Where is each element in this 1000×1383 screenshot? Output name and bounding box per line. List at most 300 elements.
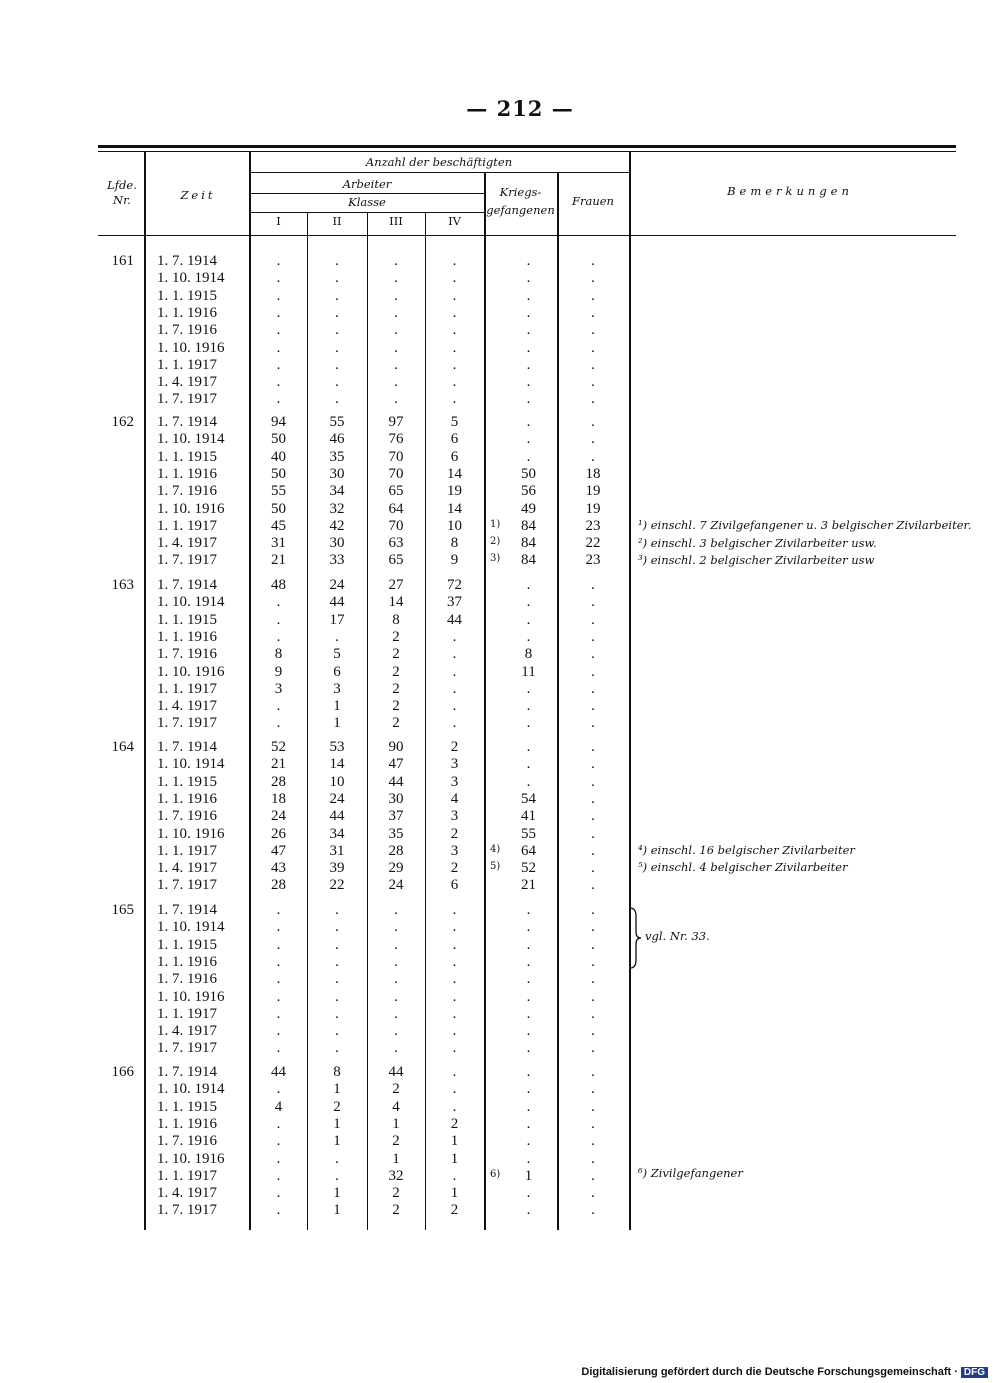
value-cell-c4: . — [452, 304, 457, 321]
value-cell-c4: 14 — [447, 500, 462, 517]
lfd-nr-161: 161 — [111, 253, 134, 269]
value-cell-c2: 22 — [329, 877, 345, 894]
value-cell-c2: 14 — [329, 756, 345, 773]
note-3: ³) einschl. 2 belgischer Zivilarbeiter usw — [638, 553, 875, 567]
value-cell-c1: 43 — [271, 860, 286, 877]
header-class-4: IV — [448, 214, 461, 228]
value-cell-k: . — [526, 1005, 531, 1022]
date-cell: 1. 1. 1917 — [157, 356, 217, 373]
value-cell-c4: 2 — [450, 1115, 459, 1132]
value-cell-c4: . — [452, 680, 457, 697]
date-cell: 1. 1. 1916 — [157, 304, 217, 321]
value-cell-k: . — [526, 1202, 531, 1219]
footer-credit — [581, 1366, 988, 1378]
value-cell-c4: 6 — [450, 431, 459, 448]
value-cell-c2: . — [335, 1023, 339, 1040]
value-cell-c1: 50 — [271, 465, 286, 482]
date-cell: 1. 4. 1917 — [157, 1185, 217, 1202]
value-cell-c3: 30 — [388, 790, 404, 807]
value-cell-c2: 1 — [333, 1133, 341, 1150]
footnote-marker: 4) — [490, 843, 501, 855]
value-cell-c3: 2 — [392, 698, 400, 715]
value-cell-c2: 24 — [329, 790, 345, 807]
value-cell-c3: 2 — [392, 646, 400, 663]
value-cell-c3: 63 — [388, 535, 404, 552]
value-cell-c2: 5 — [333, 646, 341, 663]
value-cell-k: 55 — [521, 825, 536, 842]
value-cell-k: 54 — [521, 790, 536, 807]
value-cell-k: . — [526, 594, 531, 611]
value-cell-f: . — [591, 270, 595, 287]
value-cell-k: 64 — [521, 842, 536, 859]
lfd-nr-165: 165 — [111, 902, 134, 918]
date-cell: 1. 10. 1914 — [157, 756, 225, 773]
header-class-3: III — [389, 214, 403, 228]
value-cell-f: . — [591, 860, 595, 877]
value-cell-c3: 70 — [388, 465, 404, 482]
value-cell-k: 8 — [524, 646, 533, 663]
value-cell-f: 19 — [585, 483, 601, 500]
date-cell: 1. 1. 1917 — [157, 680, 217, 697]
col-line-nr — [144, 152, 146, 1230]
value-cell-c1: 18 — [271, 790, 286, 807]
value-cell-f: . — [591, 391, 595, 408]
header-gefangenen: gefangenen — [486, 203, 555, 217]
value-cell-f: . — [591, 1023, 595, 1040]
value-cell-c1: . — [276, 902, 281, 918]
value-cell-c4: . — [452, 953, 457, 970]
value-cell-c4: 19 — [447, 483, 462, 500]
date-cell: 1. 7. 1914 — [157, 739, 217, 755]
value-cell-k: 50 — [521, 465, 536, 482]
note-1: ¹) einschl. 7 Zivilgefangener u. 3 belgischer Zivilarbeiter. — [638, 518, 972, 532]
value-cell-c3: 27 — [388, 577, 404, 593]
value-cell-c3: 35 — [388, 825, 404, 842]
value-cell-c1: . — [276, 287, 281, 304]
value-cell-f: . — [591, 356, 595, 373]
header-nr: Nr. — [113, 193, 131, 207]
value-cell-c4: 9 — [450, 552, 459, 569]
value-cell-c2: 44 — [329, 594, 345, 611]
value-cell-c2: 3 — [333, 680, 341, 697]
value-cell-f: . — [591, 808, 595, 825]
value-cell-k: 1 — [524, 1167, 533, 1184]
date-cell: 1. 7. 1916 — [157, 483, 217, 500]
value-cell-c1: . — [276, 1023, 281, 1040]
value-cell-f: . — [591, 988, 595, 1005]
value-cell-c2: . — [335, 374, 339, 391]
value-cell-c1: . — [276, 611, 281, 628]
value-cell-c1: . — [276, 953, 281, 970]
value-cell-c1: 21 — [271, 552, 286, 569]
date-cell: 1. 1. 1915 — [157, 773, 217, 790]
col-line-arbeiter — [484, 172, 486, 1230]
value-cell-c1: . — [276, 339, 281, 356]
value-cell-c4: . — [452, 1167, 457, 1184]
date-cell: 1. 7. 1914 — [157, 577, 217, 593]
date-cell: 1. 7. 1917 — [157, 1202, 217, 1219]
value-cell-c2: 55 — [329, 414, 345, 430]
value-cell-k: 41 — [521, 808, 536, 825]
value-cell-c4: 1 — [450, 1150, 459, 1167]
value-cell-f: . — [591, 1167, 595, 1184]
value-cell-f: . — [591, 1185, 595, 1202]
value-cell-c2: 1 — [333, 1202, 341, 1219]
value-cell-c1: 94 — [271, 414, 286, 430]
value-cell-c4: 2 — [450, 739, 459, 755]
value-cell-k: . — [526, 739, 531, 755]
value-cell-k: . — [526, 611, 531, 628]
value-cell-c4: . — [452, 698, 457, 715]
value-cell-c3: 70 — [388, 448, 404, 465]
value-cell-f: . — [591, 953, 595, 970]
date-cell: 1. 1. 1917 — [157, 517, 217, 534]
date-cell: 1. 7. 1916 — [157, 646, 217, 663]
value-cell-c3: . — [394, 902, 398, 918]
date-cell: 1. 7. 1916 — [157, 322, 217, 339]
date-cell: 1. 10. 1916 — [157, 339, 225, 356]
value-cell-c4: 3 — [450, 842, 459, 859]
value-cell-c4: . — [452, 270, 457, 287]
value-cell-c3: . — [394, 953, 398, 970]
value-cell-c2: 33 — [329, 552, 345, 569]
value-cell-k: . — [526, 919, 531, 936]
brace-165 — [628, 906, 642, 970]
value-cell-c4: . — [452, 253, 457, 269]
value-cell-c3: 2 — [392, 628, 400, 645]
value-cell-f: . — [591, 773, 595, 790]
value-cell-c4: . — [452, 902, 457, 918]
value-cell-c1: . — [276, 304, 281, 321]
value-cell-c4: . — [452, 919, 457, 936]
value-cell-c4: 2 — [450, 1202, 459, 1219]
value-cell-f: . — [591, 739, 595, 755]
value-cell-f: . — [591, 1098, 595, 1115]
value-cell-c1: . — [276, 628, 281, 645]
lfd-nr-162: 162 — [111, 414, 134, 430]
value-cell-c4: . — [452, 663, 457, 680]
value-cell-f: . — [591, 448, 595, 465]
value-cell-f: 22 — [585, 535, 601, 552]
date-cell: 1. 4. 1917 — [157, 374, 217, 391]
value-cell-k: . — [526, 715, 531, 732]
value-cell-c4: 2 — [450, 860, 459, 877]
value-cell-c2: . — [335, 322, 339, 339]
date-cell: 1. 7. 1917 — [157, 552, 217, 569]
value-cell-c1: . — [276, 936, 281, 953]
note-5: ⁵) einschl. 4 belgischer Zivilarbeiter — [638, 860, 848, 874]
value-cell-f: . — [591, 756, 595, 773]
value-cell-c3: 65 — [388, 483, 404, 500]
value-cell-c2: 1 — [333, 715, 341, 732]
value-cell-c4: . — [452, 971, 457, 988]
value-cell-k: 11 — [521, 663, 536, 680]
value-cell-c2: . — [335, 1040, 339, 1057]
value-cell-c3: 32 — [388, 1167, 404, 1184]
value-cell-c3: . — [394, 988, 398, 1005]
value-cell-c3: . — [394, 322, 398, 339]
note-4: ⁴) einschl. 16 belgischer Zivilarbeiter — [638, 843, 855, 857]
value-cell-f: . — [591, 1081, 595, 1098]
value-cell-c1: 44 — [271, 1064, 286, 1080]
value-cell-c3: 4 — [392, 1098, 400, 1115]
value-cell-c1: 52 — [271, 739, 286, 755]
header-zeit: Zeit — [180, 188, 216, 202]
value-cell-c4: . — [452, 715, 457, 732]
value-cell-c4: . — [452, 391, 457, 408]
value-cell-k: 49 — [521, 500, 536, 517]
value-cell-f: . — [591, 1115, 595, 1132]
value-cell-f: 18 — [585, 465, 601, 482]
value-cell-c1: 28 — [271, 773, 286, 790]
value-cell-k: . — [526, 902, 531, 918]
value-cell-f: . — [591, 431, 595, 448]
date-cell: 1. 4. 1917 — [157, 860, 217, 877]
value-cell-f: . — [591, 594, 595, 611]
header-bemerkungen: Bemerkungen — [727, 184, 853, 198]
value-cell-c1: 26 — [271, 825, 286, 842]
value-cell-k: 84 — [521, 517, 536, 534]
value-cell-f: . — [591, 1005, 595, 1022]
value-cell-c2: 1 — [333, 698, 341, 715]
value-cell-c3: 29 — [388, 860, 404, 877]
value-cell-c3: . — [394, 919, 398, 936]
value-cell-c1: . — [276, 253, 281, 269]
value-cell-f: 23 — [585, 517, 601, 534]
value-cell-c1: 50 — [271, 500, 286, 517]
value-cell-f: . — [591, 1040, 595, 1057]
header-frauen: Frauen — [572, 194, 614, 208]
date-cell: 1. 1. 1917 — [157, 1005, 217, 1022]
value-cell-c1: . — [276, 391, 281, 408]
date-cell: 1. 10. 1914 — [157, 270, 225, 287]
value-cell-c3: 2 — [392, 663, 400, 680]
value-cell-c2: 1 — [333, 1115, 341, 1132]
value-cell-c4: 1 — [450, 1185, 459, 1202]
value-cell-f: . — [591, 339, 595, 356]
value-cell-c1: . — [276, 715, 281, 732]
date-cell: 1. 7. 1914 — [157, 1064, 217, 1080]
date-cell: 1. 7. 1917 — [157, 715, 217, 732]
value-cell-c2: . — [335, 287, 339, 304]
value-cell-k: . — [526, 1064, 531, 1080]
value-cell-c2: 34 — [329, 483, 345, 500]
value-cell-c3: . — [394, 287, 398, 304]
value-cell-f: . — [591, 698, 595, 715]
value-cell-c3: 2 — [392, 1133, 400, 1150]
value-cell-c1: 50 — [271, 431, 286, 448]
date-cell: 1. 10. 1914 — [157, 919, 225, 936]
value-cell-c4: . — [452, 1081, 457, 1098]
value-cell-k: . — [526, 971, 531, 988]
value-cell-f: . — [591, 304, 595, 321]
value-cell-f: . — [591, 842, 595, 859]
value-cell-c3: 28 — [388, 842, 404, 859]
value-cell-c3: . — [394, 304, 398, 321]
value-cell-c2: 39 — [329, 860, 345, 877]
value-cell-c2: . — [335, 988, 339, 1005]
value-cell-c2: . — [335, 628, 339, 645]
value-cell-c1: . — [276, 374, 281, 391]
value-cell-f: . — [591, 374, 595, 391]
value-cell-c1: 21 — [271, 756, 286, 773]
value-cell-c3: 2 — [392, 715, 400, 732]
value-cell-c1: . — [276, 1150, 281, 1167]
value-cell-c2: . — [335, 1167, 339, 1184]
value-cell-k: . — [526, 936, 531, 953]
value-cell-k: . — [526, 374, 531, 391]
value-cell-c1: 45 — [271, 517, 286, 534]
value-cell-c4: . — [452, 628, 457, 645]
value-cell-c1: . — [276, 1081, 281, 1098]
value-cell-f: . — [591, 646, 595, 663]
value-cell-f: 23 — [585, 552, 601, 569]
date-cell: 1. 4. 1917 — [157, 535, 217, 552]
value-cell-c3: 90 — [388, 739, 404, 755]
rule-under-anzahl — [250, 172, 629, 173]
date-cell: 1. 7. 1917 — [157, 877, 217, 894]
value-cell-c4: . — [452, 936, 457, 953]
value-cell-k: . — [526, 577, 531, 593]
value-cell-f: . — [591, 919, 595, 936]
value-cell-k: . — [526, 698, 531, 715]
note-2: ²) einschl. 3 belgischer Zivilarbeiter usw. — [638, 536, 877, 550]
value-cell-c1: . — [276, 1202, 281, 1219]
date-cell: 1. 1. 1916 — [157, 628, 217, 645]
value-cell-k: . — [526, 953, 531, 970]
value-cell-c4: . — [452, 374, 457, 391]
lfd-nr-166: 166 — [111, 1064, 134, 1080]
value-cell-c4: 8 — [450, 535, 459, 552]
value-cell-c1: 3 — [274, 680, 283, 697]
value-cell-c4: . — [452, 339, 457, 356]
value-cell-f: . — [591, 877, 595, 894]
value-cell-c4: 72 — [447, 577, 462, 593]
date-cell: 1. 1. 1916 — [157, 953, 217, 970]
footnote-marker: 1) — [490, 518, 501, 530]
date-cell: 1. 10. 1916 — [157, 988, 225, 1005]
lfd-nr-163: 163 — [111, 577, 134, 593]
value-cell-c2: . — [335, 1005, 339, 1022]
value-cell-c3: . — [394, 339, 398, 356]
date-cell: 1. 4. 1917 — [157, 698, 217, 715]
note-165: vgl. Nr. 33. — [645, 929, 710, 943]
value-cell-c4: . — [452, 646, 457, 663]
date-cell: 1. 1. 1917 — [157, 842, 217, 859]
value-cell-f: . — [591, 790, 595, 807]
value-cell-c1: 28 — [271, 877, 286, 894]
value-cell-c3: 44 — [388, 773, 404, 790]
date-cell: 1. 7. 1917 — [157, 391, 217, 408]
col-line-frauen — [629, 152, 631, 1230]
value-cell-c2: . — [335, 304, 339, 321]
value-cell-c1: 40 — [271, 448, 286, 465]
value-cell-c2: . — [335, 902, 339, 918]
date-cell: 1. 1. 1916 — [157, 1115, 217, 1132]
top-rule-thick — [98, 145, 956, 148]
value-cell-c1: 55 — [271, 483, 286, 500]
value-cell-c2: 44 — [329, 808, 345, 825]
value-cell-c2: 6 — [333, 663, 341, 680]
value-cell-c4: . — [452, 287, 457, 304]
date-cell: 1. 1. 1915 — [157, 287, 217, 304]
value-cell-k: . — [526, 253, 531, 269]
value-cell-c2: 1 — [333, 1081, 341, 1098]
footnote-marker: 3) — [490, 553, 501, 565]
value-cell-k: . — [526, 1133, 531, 1150]
value-cell-k: . — [526, 1150, 531, 1167]
value-cell-c3: . — [394, 971, 398, 988]
value-cell-c4: 1 — [450, 1133, 459, 1150]
value-cell-c2: . — [335, 936, 339, 953]
value-cell-c2: 2 — [333, 1098, 341, 1115]
value-cell-f: . — [591, 628, 595, 645]
value-cell-c2: . — [335, 919, 339, 936]
value-cell-c3: 64 — [388, 500, 404, 517]
value-cell-c4: . — [452, 1098, 457, 1115]
value-cell-c3: 1 — [392, 1115, 400, 1132]
value-cell-c2: 17 — [329, 611, 345, 628]
value-cell-k: 21 — [521, 877, 536, 894]
value-cell-c3: . — [394, 1040, 398, 1057]
value-cell-c2: 53 — [329, 739, 345, 755]
value-cell-c4: 5 — [450, 414, 459, 430]
value-cell-k: . — [526, 391, 531, 408]
value-cell-k: . — [526, 628, 531, 645]
value-cell-c1: . — [276, 1040, 281, 1057]
value-cell-c3: . — [394, 936, 398, 953]
value-cell-c1: 47 — [271, 842, 286, 859]
date-cell: 1. 10. 1914 — [157, 594, 225, 611]
value-cell-f: . — [591, 322, 595, 339]
date-cell: 1. 7. 1914 — [157, 414, 217, 430]
value-cell-c2: 42 — [329, 517, 345, 534]
value-cell-f: . — [591, 577, 595, 593]
value-cell-c2: . — [335, 971, 339, 988]
value-cell-k: 84 — [521, 552, 536, 569]
value-cell-c3: 2 — [392, 1202, 400, 1219]
value-cell-k: . — [526, 680, 531, 697]
value-cell-c4: 37 — [447, 594, 462, 611]
top-rule-thin — [98, 151, 956, 152]
value-cell-k: . — [526, 773, 531, 790]
value-cell-c2: 34 — [329, 825, 345, 842]
date-cell: 1. 1. 1915 — [157, 936, 217, 953]
value-cell-k: . — [526, 304, 531, 321]
footnote-marker: 5) — [490, 861, 501, 873]
value-cell-f: . — [591, 680, 595, 697]
value-cell-c4: 2 — [450, 825, 459, 842]
date-cell: 1. 4. 1917 — [157, 1023, 217, 1040]
value-cell-c1: . — [276, 1167, 281, 1184]
value-cell-c2: 35 — [329, 448, 345, 465]
value-cell-k: 56 — [521, 483, 536, 500]
value-cell-c3: 65 — [388, 552, 404, 569]
value-cell-c4: 3 — [450, 773, 459, 790]
value-cell-c4: 6 — [450, 448, 459, 465]
value-cell-k: . — [526, 988, 531, 1005]
value-cell-c1: . — [276, 919, 281, 936]
value-cell-c1: . — [276, 322, 281, 339]
value-cell-c2: . — [335, 953, 339, 970]
value-cell-c2: 46 — [329, 431, 345, 448]
date-cell: 1. 10. 1916 — [157, 663, 225, 680]
date-cell: 1. 7. 1914 — [157, 253, 217, 269]
value-cell-c1: . — [276, 594, 281, 611]
value-cell-c2: 1 — [333, 1185, 341, 1202]
header-class-2: II — [332, 214, 342, 228]
value-cell-c4: 4 — [450, 790, 459, 807]
